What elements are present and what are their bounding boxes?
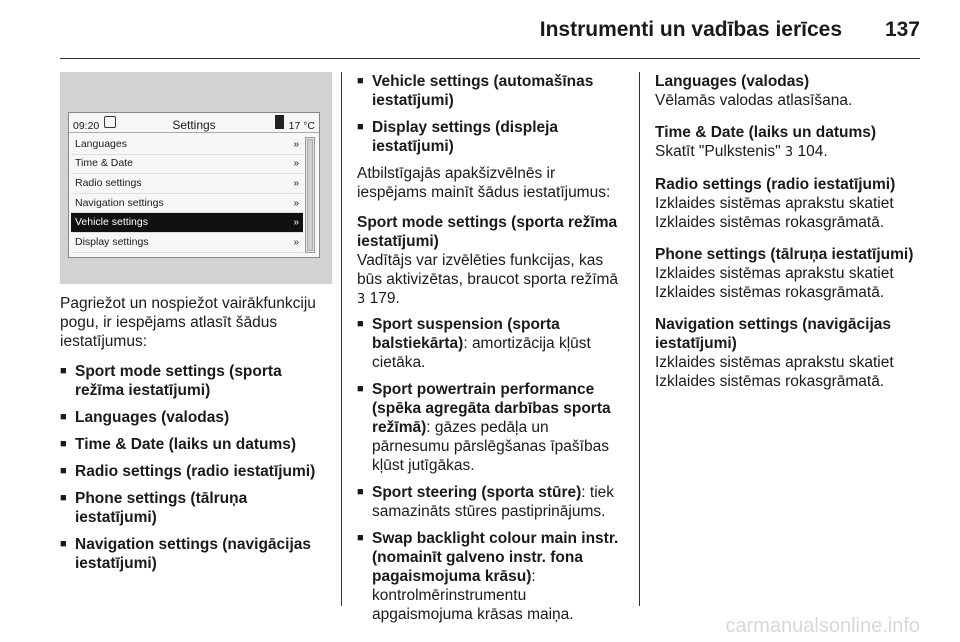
col2-paragraph: Atbilstīgajās apakšizvēlnēs ir iespējams mainīt šādus iestatījumus:	[357, 165, 611, 201]
col2-list	[357, 72, 627, 156]
section-text: Izklaides sistēmas aprakstu skatiet Izklaides sistēmas rokasgrāmatā.	[655, 265, 894, 301]
list-item	[357, 483, 627, 521]
screen-menu-item[interactable]	[71, 194, 303, 214]
page-ref: 179.	[369, 290, 400, 307]
screen-time: 09:20	[73, 120, 100, 132]
section-block	[655, 245, 923, 302]
page-ref: 104.	[797, 143, 828, 160]
option-desc: : gāzes pedāļa un pārnesumu pārslēgšanas īpašības kļūst jutīgākas.	[372, 419, 609, 474]
page-ref-icon: 3	[357, 292, 366, 307]
scrollbar-thumb	[307, 139, 313, 251]
chevron-right-icon: »	[293, 236, 299, 248]
option-desc: : kontrolmērinstrumentu apgaismojuma krāsas maiņa.	[372, 568, 574, 623]
watermark: carmanualsonline.info	[725, 615, 920, 637]
sport-text-body: Vadītājs var izvēlēties funkcijas, kas būs aktivizētas, braucot sporta režīmā	[357, 252, 619, 288]
section-block	[655, 123, 923, 162]
list-item	[357, 380, 627, 475]
section-text: Vēlamās valodas atlasīšana.	[655, 92, 853, 109]
column-divider-1	[341, 72, 342, 606]
screen-temperature: 17 °C	[288, 120, 315, 132]
option-name: Sport suspension (sporta balstiekārta)	[372, 316, 560, 352]
page-number: 137	[884, 18, 920, 41]
section-heading: Radio settings (radio iestatījumi)	[655, 176, 896, 193]
chevron-right-icon: »	[293, 177, 299, 189]
chevron-right-icon: »	[293, 197, 299, 209]
screen-menu-label: Time & Date	[75, 157, 133, 170]
column-2	[357, 72, 627, 632]
list-item: ■ Languages (valodas)	[60, 408, 332, 427]
column-divider-2	[639, 72, 640, 606]
list-item	[357, 315, 627, 372]
column-3	[655, 72, 923, 404]
chevron-right-icon: »	[293, 158, 299, 170]
option-desc: : amortizācija kļūst cietāka.	[372, 335, 591, 371]
chevron-right-icon: »	[293, 138, 299, 150]
list-item: ■ Display settings (displeja iestatījumi)	[357, 118, 627, 156]
option-name: Sport steering (sporta stūre)	[372, 484, 582, 501]
section-block	[655, 315, 923, 391]
sport-options-list	[357, 315, 627, 624]
screen-menu-label: Languages	[75, 137, 127, 150]
section-block	[655, 72, 923, 110]
col1-list	[60, 362, 332, 573]
screen-menu-item[interactable]	[71, 233, 303, 253]
screen-title: Settings	[172, 118, 216, 132]
section-heading: Phone settings (tālruņa iestatījumi)	[655, 246, 914, 263]
list-item: ■ Vehicle settings (automašīnas iestatījumi)	[357, 72, 627, 110]
sport-heading: Sport mode settings (sporta režīma iestatījumi)	[357, 214, 618, 250]
section-heading: Languages (valodas)	[655, 73, 810, 90]
thermometer-icon	[275, 115, 284, 129]
section-text	[655, 142, 923, 162]
list-item: ■ Sport mode settings (sporta režīma iestatījumi)	[60, 362, 332, 400]
screen-menu-label: Navigation settings	[75, 196, 164, 209]
chevron-right-icon: »	[293, 217, 299, 229]
screen-menu-item[interactable]	[71, 174, 303, 194]
screen-top-bar	[69, 113, 319, 133]
list-item	[357, 529, 627, 624]
col1-intro: Pagriežot un nospiežot vairākfunkciju pogu, ir iespējams atlasīt šādus iestatījumus:	[60, 295, 316, 350]
option-name: Sport powertrain performance (spēka agregāta darbības sporta režīmā)	[372, 381, 611, 436]
screen-menu-item[interactable]	[71, 135, 303, 155]
header-title: Instrumenti un vadības ierīces	[539, 18, 842, 41]
option-desc: : tiek samazināts stūres pastiprinājums.	[372, 484, 615, 520]
page-ref-icon: 3	[784, 145, 794, 160]
screen-scrollbar	[305, 137, 315, 253]
list-item: ■ Navigation settings (navigācijas iestatījumi)	[60, 535, 332, 573]
screen-menu-item[interactable]	[71, 155, 303, 175]
section-heading: Navigation settings (navigācijas iestatījumi)	[655, 316, 892, 352]
page-header	[0, 0, 960, 60]
screen-menu-item[interactable]	[71, 213, 303, 233]
settings-screen-image	[60, 72, 332, 284]
column-1	[60, 72, 332, 581]
section-heading: Time & Date (laiks un datums)	[655, 124, 877, 141]
screen-menu-label: Vehicle settings	[75, 216, 148, 229]
header-divider	[60, 58, 920, 59]
screen-menu-label: Display settings	[75, 235, 149, 248]
section-text: Izklaides sistēmas aprakstu skatiet Izklaides sistēmas rokasgrāmatā.	[655, 354, 894, 390]
sport-text	[357, 251, 627, 309]
screen-menu-list	[71, 135, 303, 253]
settings-screen	[68, 112, 320, 258]
section-text: Izklaides sistēmas aprakstu skatiet Izklaides sistēmas rokasgrāmatā.	[655, 195, 894, 231]
list-item: ■ Time & Date (laiks un datums)	[60, 435, 332, 454]
list-item: ■ Radio settings (radio iestatījumi)	[60, 462, 332, 481]
list-item: ■ Phone settings (tālruņa iestatījumi)	[60, 489, 332, 527]
option-name: Swap backlight colour main instr. (nomainīt galveno instr. fona pagaismojuma krāsu)	[372, 530, 619, 585]
screen-menu-label: Radio settings	[75, 176, 142, 189]
section-block	[655, 175, 923, 232]
section-text-body: Skatīt "Pulkstenis"	[655, 143, 781, 160]
